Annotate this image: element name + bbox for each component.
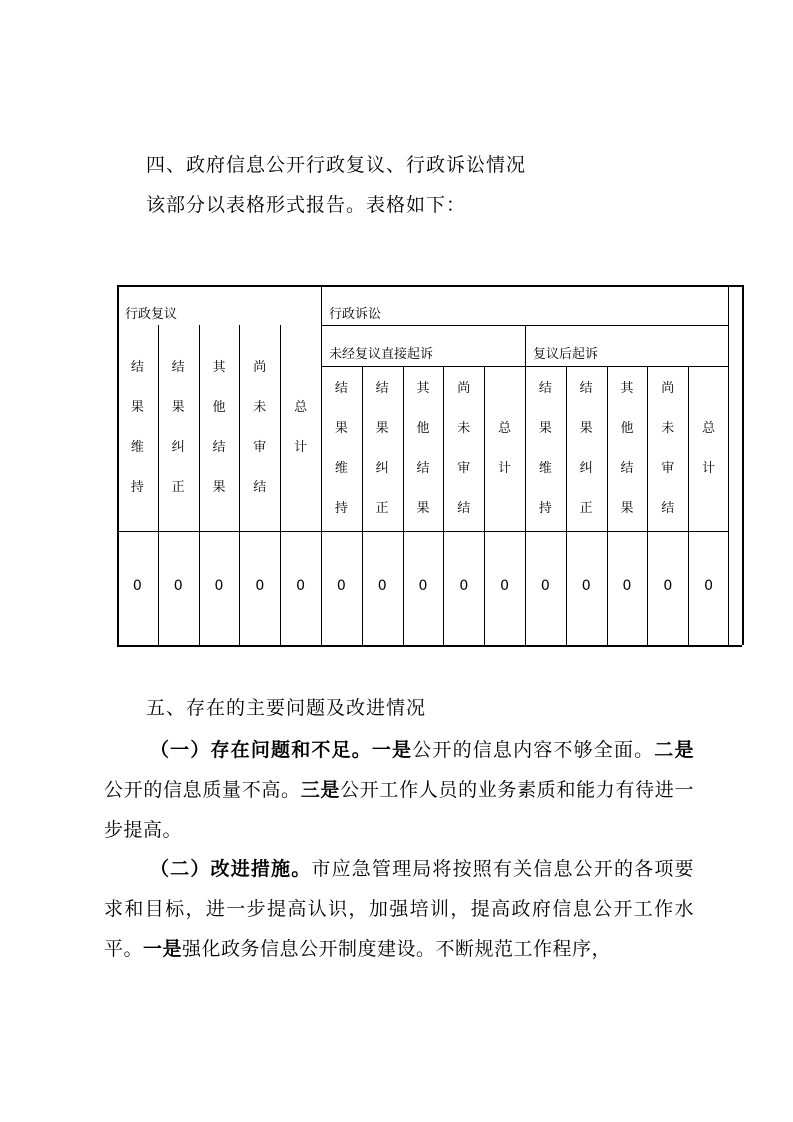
table-value: 0 [622,578,632,594]
table-rule-values [117,531,728,532]
problems-paragraph [104,730,694,850]
group-header-review: 行政复议 [125,307,178,322]
table-column-divider [158,325,159,645]
group-header-litigation: 行政诉讼 [329,307,382,322]
point-1-label: 一是 [371,739,413,761]
point-2-label: 二是 [654,739,694,761]
column-header: 其 他 结 果 [620,380,634,516]
measures-paragraph [104,849,694,969]
point-3-label: 三是 [300,779,341,801]
column-header: 其 他 结 果 [212,360,226,495]
table-column-divider [688,366,689,645]
table-value: 0 [540,578,550,594]
subheader-suit-after-review: 复议后起诉 [533,347,599,362]
measure-1-label: 一是 [143,938,183,960]
table-column-divider [443,366,444,645]
column-header: 结 果 纠 正 [171,360,185,495]
column-header: 结 果 纠 正 [579,380,593,516]
column-header: 结 果 纠 正 [375,380,389,516]
table-column-divider [484,366,485,645]
section-4-heading: 四、政府信息公开行政复议、行政诉讼情况 [146,154,527,176]
table-value: 0 [663,578,673,594]
table-border-top [117,285,742,287]
measure-1-text: 强化政务信息公开制度建设。不断规范工作程序， [182,938,612,960]
column-header: 总 计 [702,420,716,476]
table-column-divider [362,366,363,645]
table-column-divider [280,325,281,645]
table-value: 0 [173,578,183,594]
table-value: 0 [377,578,387,594]
point-2-text: 公开的信息质量不高。 [104,779,301,801]
measures-lead: （二）改进措施。 [150,858,312,880]
table-column-divider [403,366,404,645]
table-value: 0 [459,578,469,594]
subheader-direct-suit: 未经复议直接起诉 [329,347,434,362]
column-header: 结 果 维 持 [538,380,552,516]
column-header: 总 计 [498,420,512,476]
table-value: 0 [704,578,714,594]
table-column-divider [239,325,240,645]
problems-lead: （一）存在问题和不足。 [150,739,372,761]
column-header: 结 果 维 持 [130,360,144,495]
point-1-text: 公开的信息内容不够全面。 [412,739,655,761]
table-value: 0 [418,578,428,594]
column-header: 尚 未 审 结 [253,360,267,495]
table-border-right [742,285,744,645]
table-column-divider [525,325,526,645]
table-value: 0 [336,578,346,594]
section-4-intro: 该部分以表格形式报告。表格如下： [146,194,467,216]
table-column-divider [566,366,567,645]
table-value: 0 [255,578,265,594]
measures-text: 市应急管理局将按照有关信息公开的各项要求和目标，进一步提高认识，加强培训，提高政府信息公开工作水平。 [104,858,694,960]
column-header: 尚 未 审 结 [661,380,675,516]
table-value: 0 [132,578,142,594]
table-value: 0 [500,578,510,594]
column-header: 其 他 结 果 [416,380,430,516]
column-header: 结 果 维 持 [334,380,348,516]
table-column-divider [647,366,648,645]
table-border-bottom [117,645,742,647]
column-header: 尚 未 审 结 [457,380,471,516]
table-value: 0 [296,578,306,594]
table-column-divider [199,325,200,645]
table-value: 0 [214,578,224,594]
column-header: 总 计 [294,400,308,455]
table-value: 0 [581,578,591,594]
point-3-text: 公开工作人员的业务素质和能力有待进一步提高。 [104,779,694,841]
table-column-divider [607,366,608,645]
section-5-heading: 五、存在的主要问题及改进情况 [146,697,427,719]
